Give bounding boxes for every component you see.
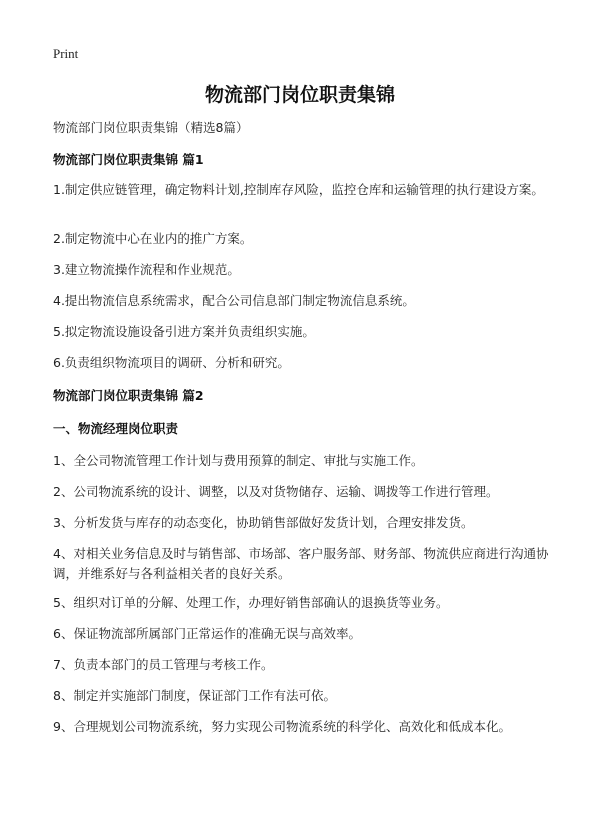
section-2-item-8: 8、制定并实施部门制度，保证部门工作有法可依。 — [53, 688, 336, 703]
section-2-item-4: 4、对相关业务信息及时与销售部、市场部、客户服务部、财务部、物流供应商进行沟通协调，并维系好与各利益相关者的良好关系。 — [53, 546, 549, 581]
section-1-item-5: 5.拟定物流设施设备引进方案并负责组织实施。 — [53, 324, 315, 339]
section-1-item-2: 2.制定物流中心在业内的推广方案。 — [53, 231, 253, 246]
section-2-item-5: 5、组织对订单的分解、处理工作，办理好销售部确认的退换货等业务。 — [53, 595, 449, 610]
print-link[interactable]: Print — [53, 46, 79, 61]
section-1-item-4: 4.提出物流信息系统需求，配合公司信息部门制定物流信息系统。 — [53, 293, 415, 308]
section-2-item-6: 6、保证物流部所属部门正常运作的准确无误与高效率。 — [53, 626, 361, 641]
section-2-item-7: 7、负责本部门的员工管理与考核工作。 — [53, 657, 274, 672]
section-2-subheading: 一、物流经理岗位职责 — [53, 421, 179, 436]
section-2-heading: 物流部门岗位职责集锦 篇2 — [53, 388, 204, 403]
section-2-item-3: 3、分析发货与库存的动态变化，协助销售部做好发货计划，合理安排发货。 — [53, 515, 474, 530]
section-1-item-6: 6.负责组织物流项目的调研、分析和研究。 — [53, 355, 290, 370]
document-subtitle: 物流部门岗位职责集锦（精选8篇） — [53, 120, 249, 135]
section-2-item-9: 9、合理规划公司物流系统，努力实现公司物流系统的科学化、高效化和低成本化。 — [53, 719, 511, 734]
section-1-item-3: 3.建立物流操作流程和作业规范。 — [53, 262, 240, 277]
section-2-item-1: 1、全公司物流管理工作计划与费用预算的制定、审批与实施工作。 — [53, 453, 424, 468]
section-2-item-2: 2、公司物流系统的设计、调整，以及对货物储存、运输、调拨等工作进行管理。 — [53, 484, 499, 499]
page-title: 物流部门岗位职责集锦 — [204, 84, 395, 106]
section-1-heading: 物流部门岗位职责集锦 篇1 — [53, 152, 204, 167]
section-1-item-1: 1.制定供应链管理，确定物料计划,控制库存风险，监控仓库和运输管理的执行建设方案。 — [53, 182, 544, 197]
